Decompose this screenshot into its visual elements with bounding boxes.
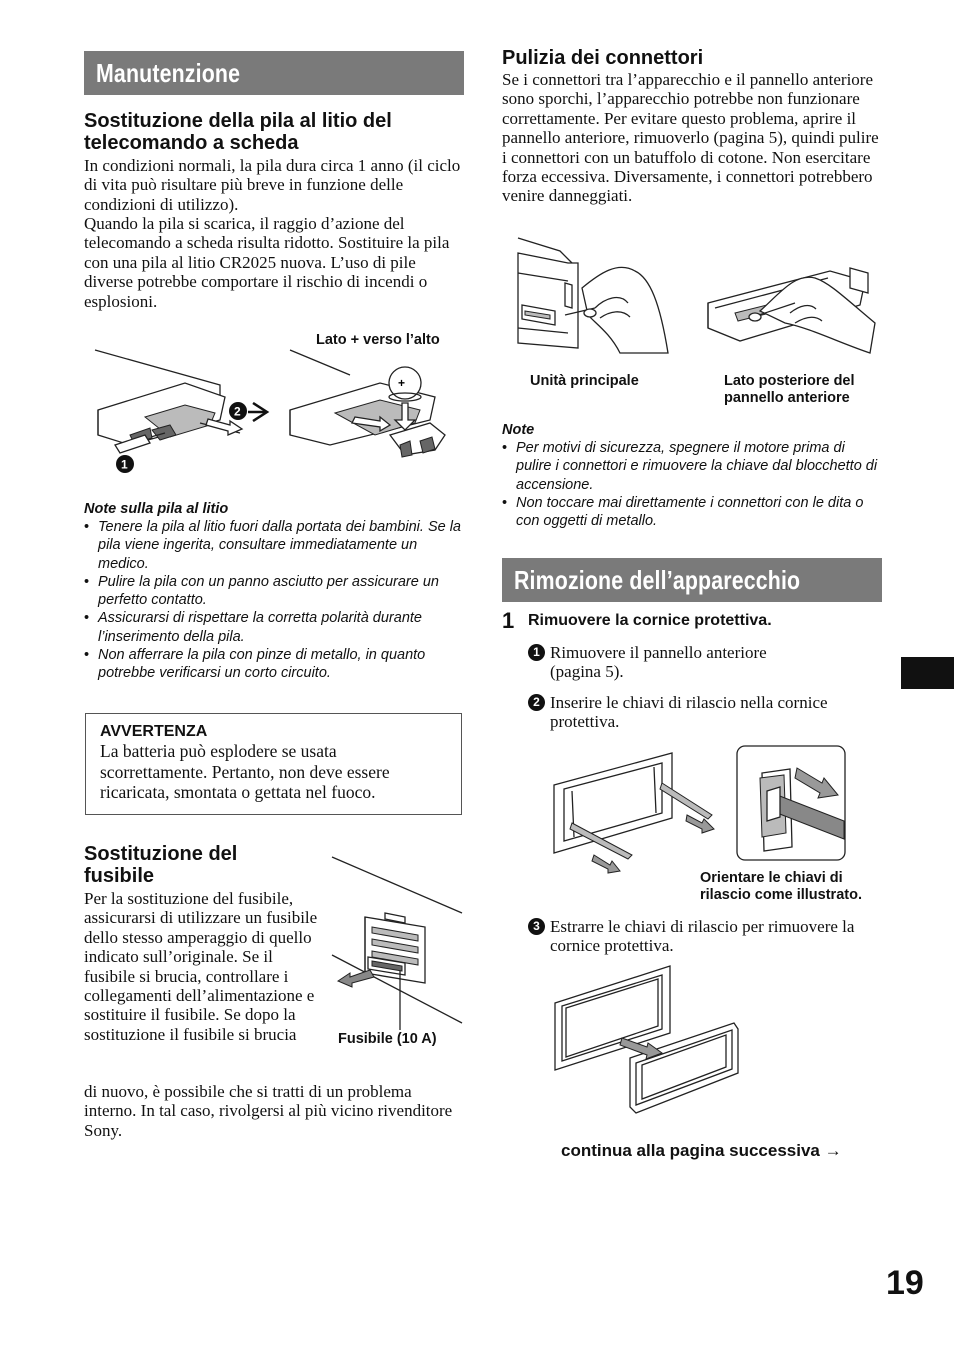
connector-notes-list [502, 439, 882, 530]
release-keys-illustration [552, 743, 852, 875]
fuse-text-wide: di nuovo, è possibile che si tratti di un problema interno. In tal caso, rivolgersi al più vicino rivenditore Sony. [84, 1082, 453, 1140]
connector-note-2: • Non toccare mai direttamente i connettori con le dita o con oggetti di metallo. [502, 494, 882, 531]
substep-2 [528, 693, 873, 732]
battery-para-1: In condizioni normali, la pila dura circa 1 anno (il ciclo di vita può risultare più breve in funzione delle condizioni di utilizzo). [84, 156, 461, 214]
section-tab-marker [901, 657, 954, 689]
substep-2-text: Inserire le chiavi di rilascio nella cornice protettiva. [550, 693, 828, 732]
substep-3-text: Estrarre le chiavi di rilascio per rimuovere la cornice protettiva. [550, 917, 855, 956]
connectors-text: Se i connettori tra l’apparecchio e il pannello anteriore sono sporchi, l’apparecchio potrebbe non funzionare correttamente. Per evitare questo problema, aprire il pannello anteriore, rimuoverlo (pagina 5), quindi pulire i connettori con un batuffolo di cotone. Non esercitare forza eccessiva. Diversamente, i connettori potrebbero venire danneggiati. [502, 70, 879, 206]
battery-para-2: Quando la pila si scarica, il raggio d’azione del telecomando a scheda risulta ridotto. Sostituire la pila con una pila al litio CR2025 nuova. L’uso di pile diverse potrebbe comportare il rischio di incendi o esplosioni. [84, 214, 450, 311]
step-title: Rimuovere la cornice protettiva. [528, 612, 772, 629]
section-banner-manutenzione: Manutenzione [84, 51, 464, 95]
section-banner-rimozione: Rimozione dell’apparecchio [502, 558, 882, 602]
marker-1: 1 [121, 457, 128, 472]
battery-replacement-illustration [90, 345, 465, 480]
battery-heading: Sostituzione della pila al litio del telecomando a scheda [84, 110, 392, 154]
connector-notes-title: Note [502, 422, 535, 438]
release-keys-label: Orientare le chiavi di rilascio come illustrato. [700, 870, 862, 903]
fuse-figure-label: Fusibile (10 A) [338, 1031, 437, 1047]
substep-1-text: Rimuovere il pannello anteriore (pagina 5). [550, 643, 767, 682]
marker-2: 2 [234, 404, 241, 419]
page-number: 19 [886, 1264, 924, 1302]
battery-notes-list [84, 518, 464, 683]
warning-title: AVVERTENZA [100, 723, 208, 740]
svg-text:+: + [398, 376, 406, 390]
battery-note-3: • Assicurarsi di rispettare la corretta polarità durante l’inserimento della pila. [84, 609, 464, 646]
battery-note-1: • Tenere la pila al litio fuori dalla portata dei bambini. Se la pila viene ingerita, consultare immediatamente un medico. [84, 518, 464, 573]
step-number: 1 [502, 608, 515, 633]
battery-note-4: • Non afferrare la pila con pinze di metallo, in quanto potrebbe verificarsi un corto circuito. [84, 646, 464, 683]
label-front-panel-back: Lato posteriore del pannello anteriore [724, 373, 855, 406]
label-main-unit: Unità principale [530, 373, 639, 389]
substep-3 [528, 917, 883, 956]
frame-removal-illustration [552, 963, 744, 1118]
connector-cleaning-illustration [510, 233, 880, 358]
warning-box [85, 713, 462, 815]
substep-2-marker: 2 [528, 694, 545, 711]
fuse-heading: Sostituzione del fusibile [84, 843, 238, 887]
connector-note-1: • Per motivi di sicurezza, spegnere il motore prima di pulire i connettori e rimuovere la chiave dal blocchetto di accensione. [502, 439, 882, 494]
continue-next-page: continua alla pagina successiva → [561, 1141, 842, 1160]
substep-1 [528, 643, 873, 682]
fuse-text-narrow: Per la sostituzione del fusibile, assicurarsi di utilizzare un fusibile dello stesso amperaggio di quello indicato sull’originale. Se il fusibile si brucia, controllare i collegamenti dell’alimentazione e sostituire il fusibile. Se dopo la sostituzione il fusibile si brucia [84, 889, 318, 1044]
substep-1-marker: 1 [528, 644, 545, 661]
battery-figure-label: Lato + verso l’alto [316, 332, 440, 348]
warning-text: La batteria può esplodere se usata scorrettamente. Pertanto, non deve essere ricaricata, smontata o gettata nel fuoco. [100, 741, 390, 802]
fuse-illustration [330, 855, 465, 1030]
connectors-heading: Pulizia dei connettori [502, 47, 704, 69]
battery-note-2: • Pulire la pila con un panno asciutto per assicurare un perfetto contatto. [84, 573, 464, 610]
battery-notes-title: Note sulla pila al litio [84, 501, 229, 517]
substep-3-marker: 3 [528, 918, 545, 935]
